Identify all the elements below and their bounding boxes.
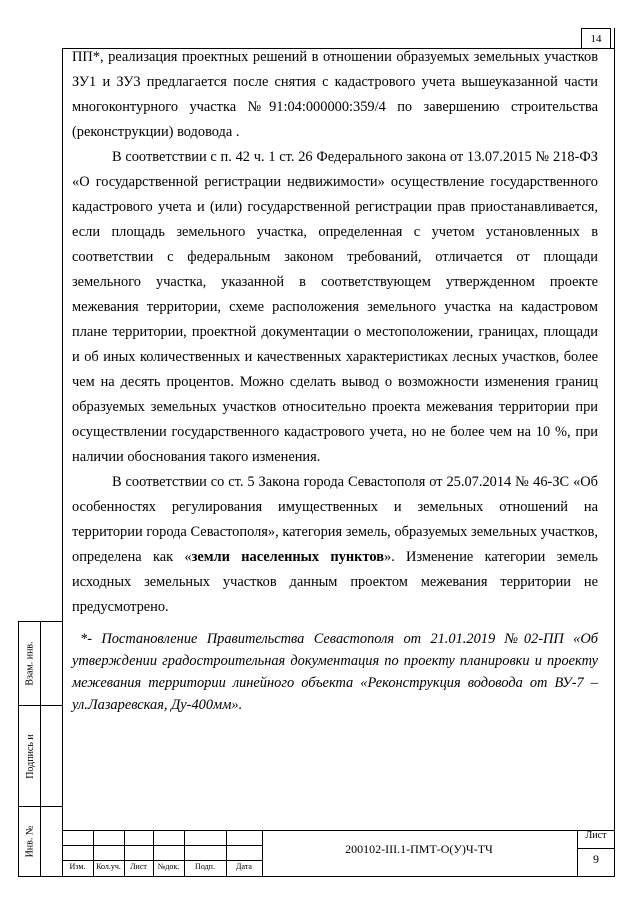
side-strip-mid	[40, 621, 41, 877]
paragraph-1: ПП*, реализация проектных решений в отношении образуемых земельных участков ЗУ1 и ЗУ3 предлагается после снятия с кадастрового учета вышеуказанной части многоконтурного участка №91:04:000000:359/4 по завершению строительства (реконструкции) водовода .	[72, 49, 598, 140]
side-label-podpis: Подпись и	[24, 733, 36, 779]
frame-right	[614, 28, 615, 876]
stamp-col-data: Дата	[236, 862, 252, 871]
side-strip-left	[18, 621, 19, 877]
stamp-col-koluch: Кол.уч.	[96, 862, 121, 871]
sheet-number: 9	[593, 852, 599, 866]
stamp-col-izm: Изм.	[69, 862, 86, 871]
stamp-col-podp: Подп.	[195, 862, 215, 871]
paragraph-3: В соответствии со ст. 5 Закона города Севастополя от 25.07.2014 № 46-ЗС «Об особенностях регулирования имущественных и земельных отношений на территории города Севастополя», категория земель, образуемых земельных участков, определена как «земли населенных пунктов». Изменение категории земель исходных земельных участков данным проектом межевания территории не предусмотрено.	[72, 474, 598, 615]
frame-bottom	[18, 876, 615, 877]
paragraph-2: В соответствии с п. 42 ч. 1 ст. 26 Федерального закона от 13.07.2015 № 218-ФЗ «О государственной регистрации недвижимости» осуществление государственного кадастрового учета и (или) государственной регистрации прав приостанавливается, если площадь земельного участка, определенная с учетом установленных в соответствии с федеральным законом требований, отличается от площади земельного участка, указанной в соответствующем утвержденном проекте межевания территории, схеме расположения земельного участка на кадастровом плане территории, проектной документации о местоположении, границах, площади и об иных количественных и качественных характеристиках лесных участков, более чем на десять процентов. Можно сделать вывод о возможности изменения границ образуемых земельных участков относительно проекта межевания территории при осуществлении государственного кадастрового учета, но не более чем на 10 %, при наличии обоснования такого изменения.	[72, 149, 598, 465]
side-label-vzam: Взам. инв.	[24, 641, 36, 686]
stamp-col-ndok: №док.	[157, 862, 180, 871]
document-code: 200102-III.1-ПМТ-О(У)Ч-ТЧ	[345, 842, 493, 856]
side-label-inv: Инв. №	[24, 825, 36, 858]
body-text	[72, 45, 598, 620]
page-number: 14	[581, 28, 611, 49]
footnote: *- Постановление Правительства Севастополя от 21.01.2019 №02-ПП «Об утверждении градостроительная документация по проекту планировки и проекту межевания территории линейного объекта «Реконструкция водовода от ВУ-7 – ул.Лазаревская, Ду-400мм».	[72, 631, 598, 713]
stamp-row1	[62, 845, 262, 846]
stamp-sheet-div	[577, 848, 615, 849]
stamp-col-list: Лист	[130, 862, 147, 871]
stamp-top	[62, 830, 615, 831]
bold-term: земли населенных пунктов	[191, 549, 384, 565]
frame-left	[62, 48, 63, 876]
sheet-label: Лист	[585, 830, 607, 841]
